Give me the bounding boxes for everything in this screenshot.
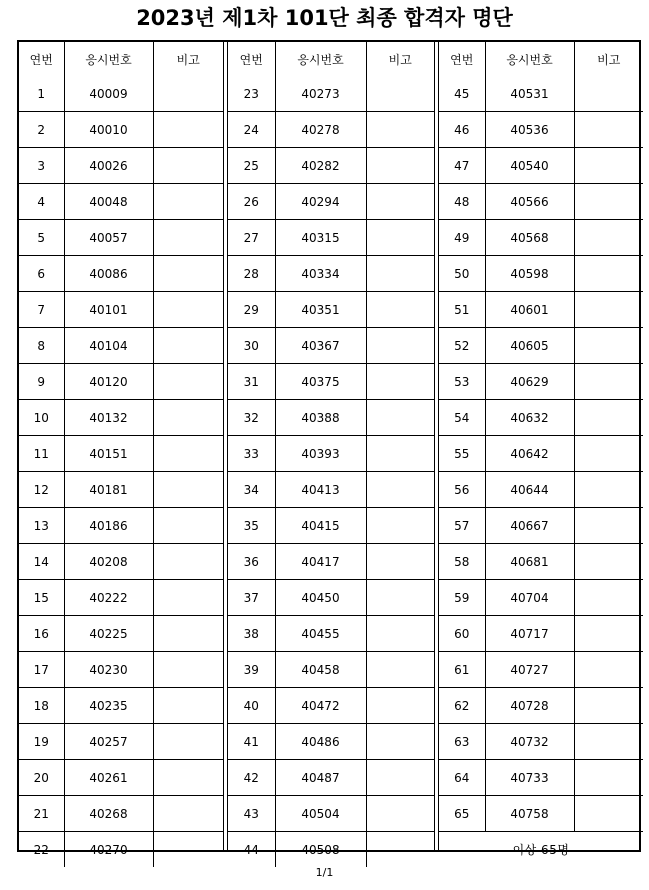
exam-number-cell: 40101	[64, 292, 153, 328]
header-remark: 비고	[574, 42, 643, 76]
exam-number-cell: 40086	[64, 256, 153, 292]
header-remark: 비고	[366, 42, 434, 76]
remark-cell	[366, 832, 434, 868]
remark-cell	[574, 76, 643, 112]
seq-cell: 5	[19, 220, 64, 256]
table-row	[19, 796, 223, 832]
exam-number-cell: 40413	[275, 472, 366, 508]
seq-cell: 10	[19, 400, 64, 436]
remark-cell	[153, 328, 223, 364]
table-row	[228, 436, 434, 472]
seq-cell: 4	[19, 184, 64, 220]
seq-cell: 49	[439, 220, 485, 256]
exam-number-cell: 40566	[485, 184, 574, 220]
remark-cell	[366, 292, 434, 328]
exam-number-cell: 40278	[275, 112, 366, 148]
table-row	[19, 184, 223, 220]
remark-cell	[366, 580, 434, 616]
remark-cell	[366, 184, 434, 220]
table-row	[439, 508, 643, 544]
seq-cell: 58	[439, 544, 485, 580]
table-row	[19, 616, 223, 652]
exam-number-cell: 40181	[64, 472, 153, 508]
remark-cell	[574, 400, 643, 436]
table-row	[228, 724, 434, 760]
remark-cell	[153, 472, 223, 508]
exam-number-cell: 40010	[64, 112, 153, 148]
seq-cell: 42	[228, 760, 275, 796]
remark-cell	[574, 256, 643, 292]
remark-cell	[153, 112, 223, 148]
exam-number-cell: 40642	[485, 436, 574, 472]
table-row	[228, 76, 434, 112]
table-row	[228, 580, 434, 616]
seq-cell: 16	[19, 616, 64, 652]
remark-cell	[153, 220, 223, 256]
remark-cell	[574, 472, 643, 508]
remark-cell	[366, 328, 434, 364]
page-number: 1/1	[315, 866, 334, 879]
exam-number-cell: 40315	[275, 220, 366, 256]
seq-cell: 54	[439, 400, 485, 436]
seq-cell: 59	[439, 580, 485, 616]
exam-number-cell: 40104	[64, 328, 153, 364]
exam-number-cell: 40531	[485, 76, 574, 112]
exam-number-cell: 40132	[64, 400, 153, 436]
remark-cell	[366, 796, 434, 832]
seq-cell: 1	[19, 76, 64, 112]
seq-cell: 50	[439, 256, 485, 292]
remark-cell	[574, 796, 643, 832]
table-row	[439, 580, 643, 616]
exam-number-cell: 40450	[275, 580, 366, 616]
seq-cell: 30	[228, 328, 275, 364]
remark-cell	[366, 256, 434, 292]
seq-cell: 32	[228, 400, 275, 436]
exam-number-cell: 40120	[64, 364, 153, 400]
table-row	[228, 328, 434, 364]
remark-cell	[366, 112, 434, 148]
exam-number-cell: 40273	[275, 76, 366, 112]
table-row	[228, 832, 434, 868]
table-row	[439, 760, 643, 796]
exam-number-cell: 40601	[485, 292, 574, 328]
header-seq: 연번	[228, 42, 275, 76]
remark-cell	[153, 688, 223, 724]
exam-number-cell: 40455	[275, 616, 366, 652]
table-row	[228, 652, 434, 688]
exam-number-cell: 40334	[275, 256, 366, 292]
table-row	[19, 652, 223, 688]
remark-cell	[366, 616, 434, 652]
seq-cell: 31	[228, 364, 275, 400]
exam-number-cell: 40568	[485, 220, 574, 256]
seq-cell: 27	[228, 220, 275, 256]
exam-number-cell: 40417	[275, 544, 366, 580]
table-row	[439, 112, 643, 148]
remark-cell	[574, 724, 643, 760]
exam-number-cell: 40057	[64, 220, 153, 256]
roster-panel-1	[19, 42, 223, 867]
exam-number-cell: 40186	[64, 508, 153, 544]
table-row	[228, 508, 434, 544]
table-row	[439, 544, 643, 580]
seq-cell: 34	[228, 472, 275, 508]
seq-cell: 52	[439, 328, 485, 364]
exam-number-cell: 40540	[485, 148, 574, 184]
remark-cell	[574, 364, 643, 400]
exam-number-cell: 40151	[64, 436, 153, 472]
table-row	[439, 616, 643, 652]
seq-cell: 41	[228, 724, 275, 760]
seq-cell: 55	[439, 436, 485, 472]
roster-panel-2	[228, 42, 434, 867]
table-row	[19, 508, 223, 544]
table-row	[19, 292, 223, 328]
remark-cell	[366, 508, 434, 544]
table-row	[228, 364, 434, 400]
table-row	[19, 724, 223, 760]
remark-cell	[153, 832, 223, 868]
table-row	[439, 364, 643, 400]
exam-number-cell: 40026	[64, 148, 153, 184]
remark-cell	[153, 76, 223, 112]
table-row	[19, 760, 223, 796]
seq-cell: 15	[19, 580, 64, 616]
exam-number-cell: 40536	[485, 112, 574, 148]
table-row	[19, 436, 223, 472]
table-row	[439, 292, 643, 328]
roster-table	[17, 40, 641, 857]
remark-cell	[574, 688, 643, 724]
exam-number-cell: 40257	[64, 724, 153, 760]
header-seq: 연번	[439, 42, 485, 76]
exam-number-cell: 40282	[275, 148, 366, 184]
remark-cell	[153, 616, 223, 652]
remark-cell	[574, 652, 643, 688]
seq-cell: 53	[439, 364, 485, 400]
table-row	[19, 148, 223, 184]
seq-cell: 60	[439, 616, 485, 652]
remark-cell	[366, 688, 434, 724]
exam-number-cell: 40644	[485, 472, 574, 508]
table-row	[19, 328, 223, 364]
table-row	[228, 760, 434, 796]
seq-cell: 51	[439, 292, 485, 328]
table-row	[228, 184, 434, 220]
remark-cell	[153, 652, 223, 688]
exam-number-cell: 40758	[485, 796, 574, 832]
seq-cell: 11	[19, 436, 64, 472]
seq-cell: 63	[439, 724, 485, 760]
remark-cell	[366, 436, 434, 472]
seq-cell: 65	[439, 796, 485, 832]
seq-cell: 39	[228, 652, 275, 688]
exam-number-cell: 40458	[275, 652, 366, 688]
remark-cell	[153, 256, 223, 292]
remark-cell	[574, 112, 643, 148]
seq-cell: 23	[228, 76, 275, 112]
remark-cell	[574, 148, 643, 184]
seq-cell: 48	[439, 184, 485, 220]
remark-cell	[574, 220, 643, 256]
seq-cell: 14	[19, 544, 64, 580]
table-row	[19, 472, 223, 508]
exam-number-cell: 40048	[64, 184, 153, 220]
seq-cell: 61	[439, 652, 485, 688]
seq-cell: 64	[439, 760, 485, 796]
remark-cell	[574, 580, 643, 616]
total-row	[439, 832, 643, 868]
exam-number-cell: 40393	[275, 436, 366, 472]
exam-number-cell: 40009	[64, 76, 153, 112]
remark-cell	[153, 544, 223, 580]
table-row	[439, 436, 643, 472]
seq-cell: 33	[228, 436, 275, 472]
remark-cell	[366, 76, 434, 112]
seq-cell: 20	[19, 760, 64, 796]
remark-cell	[366, 652, 434, 688]
table-row	[19, 76, 223, 112]
exam-number-cell: 40230	[64, 652, 153, 688]
table-row	[228, 472, 434, 508]
remark-cell	[153, 364, 223, 400]
table-row	[19, 400, 223, 436]
remark-cell	[574, 544, 643, 580]
table-row	[228, 148, 434, 184]
table-row	[439, 184, 643, 220]
seq-cell: 9	[19, 364, 64, 400]
exam-number-cell: 40261	[64, 760, 153, 796]
exam-number-cell: 40375	[275, 364, 366, 400]
exam-number-cell: 40717	[485, 616, 574, 652]
remark-cell	[153, 184, 223, 220]
seq-cell: 38	[228, 616, 275, 652]
remark-cell	[366, 148, 434, 184]
seq-cell: 17	[19, 652, 64, 688]
table-row	[439, 328, 643, 364]
remark-cell	[574, 760, 643, 796]
exam-number-cell: 40504	[275, 796, 366, 832]
seq-cell: 26	[228, 184, 275, 220]
table-row	[19, 832, 223, 868]
exam-number-cell: 40632	[485, 400, 574, 436]
table-row	[439, 76, 643, 112]
exam-number-cell: 40598	[485, 256, 574, 292]
seq-cell: 28	[228, 256, 275, 292]
seq-cell: 40	[228, 688, 275, 724]
table-row	[228, 112, 434, 148]
exam-number-cell: 40268	[64, 796, 153, 832]
seq-cell: 62	[439, 688, 485, 724]
seq-cell: 56	[439, 472, 485, 508]
seq-cell: 12	[19, 472, 64, 508]
remark-cell	[574, 184, 643, 220]
header-exam-no: 응시번호	[64, 42, 153, 76]
table-row	[439, 400, 643, 436]
remark-cell	[366, 472, 434, 508]
remark-cell	[153, 400, 223, 436]
exam-number-cell: 40667	[485, 508, 574, 544]
remark-cell	[153, 148, 223, 184]
exam-number-cell: 40367	[275, 328, 366, 364]
exam-number-cell: 40727	[485, 652, 574, 688]
seq-cell: 8	[19, 328, 64, 364]
seq-cell: 35	[228, 508, 275, 544]
seq-cell: 24	[228, 112, 275, 148]
document-title: 2023년 제1차 101단 최종 합격자 명단	[136, 6, 513, 30]
exam-number-cell: 40415	[275, 508, 366, 544]
table-row	[19, 580, 223, 616]
table-row	[228, 292, 434, 328]
table-row	[228, 220, 434, 256]
seq-cell: 46	[439, 112, 485, 148]
table-row	[19, 220, 223, 256]
table-row	[19, 688, 223, 724]
remark-cell	[574, 616, 643, 652]
table-row	[19, 364, 223, 400]
header-exam-no: 응시번호	[485, 42, 574, 76]
exam-number-cell: 40270	[64, 832, 153, 868]
remark-cell	[366, 364, 434, 400]
table-row	[228, 400, 434, 436]
remark-cell	[366, 760, 434, 796]
seq-cell: 7	[19, 292, 64, 328]
remark-cell	[574, 328, 643, 364]
table-row	[439, 256, 643, 292]
exam-number-cell: 40704	[485, 580, 574, 616]
header-seq: 연번	[19, 42, 64, 76]
header-exam-no: 응시번호	[275, 42, 366, 76]
seq-cell: 21	[19, 796, 64, 832]
exam-number-cell: 40472	[275, 688, 366, 724]
seq-cell: 13	[19, 508, 64, 544]
table-row	[439, 688, 643, 724]
exam-number-cell: 40208	[64, 544, 153, 580]
table-row	[228, 616, 434, 652]
remark-cell	[153, 724, 223, 760]
table-row	[439, 796, 643, 832]
remark-cell	[153, 508, 223, 544]
exam-number-cell: 40508	[275, 832, 366, 868]
table-row	[228, 796, 434, 832]
seq-cell: 19	[19, 724, 64, 760]
table-row	[439, 220, 643, 256]
remark-cell	[153, 796, 223, 832]
seq-cell: 43	[228, 796, 275, 832]
seq-cell: 6	[19, 256, 64, 292]
table-row	[19, 256, 223, 292]
remark-cell	[574, 292, 643, 328]
exam-number-cell: 40605	[485, 328, 574, 364]
seq-cell: 37	[228, 580, 275, 616]
seq-cell: 45	[439, 76, 485, 112]
seq-cell: 29	[228, 292, 275, 328]
exam-number-cell: 40351	[275, 292, 366, 328]
seq-cell: 57	[439, 508, 485, 544]
header-remark: 비고	[153, 42, 223, 76]
exam-number-cell: 40629	[485, 364, 574, 400]
remark-cell	[366, 220, 434, 256]
table-row	[228, 688, 434, 724]
remark-cell	[366, 724, 434, 760]
remark-cell	[153, 580, 223, 616]
remark-cell	[366, 400, 434, 436]
table-row	[439, 652, 643, 688]
seq-cell: 25	[228, 148, 275, 184]
exam-number-cell: 40733	[485, 760, 574, 796]
seq-cell: 18	[19, 688, 64, 724]
remark-cell	[366, 544, 434, 580]
seq-cell: 44	[228, 832, 275, 868]
table-row	[228, 256, 434, 292]
exam-number-cell: 40486	[275, 724, 366, 760]
table-row	[228, 544, 434, 580]
table-row	[439, 148, 643, 184]
table-row	[439, 724, 643, 760]
seq-cell: 2	[19, 112, 64, 148]
seq-cell: 47	[439, 148, 485, 184]
remark-cell	[574, 436, 643, 472]
table-row	[439, 472, 643, 508]
seq-cell: 22	[19, 832, 64, 868]
remark-cell	[153, 436, 223, 472]
exam-number-cell: 40732	[485, 724, 574, 760]
table-row	[19, 112, 223, 148]
remark-cell	[153, 760, 223, 796]
remark-cell	[153, 292, 223, 328]
total-count-note: 이상 65명	[439, 832, 643, 868]
exam-number-cell: 40294	[275, 184, 366, 220]
table-row	[19, 544, 223, 580]
exam-number-cell: 40728	[485, 688, 574, 724]
remark-cell	[574, 508, 643, 544]
exam-number-cell: 40487	[275, 760, 366, 796]
seq-cell: 36	[228, 544, 275, 580]
exam-number-cell: 40681	[485, 544, 574, 580]
exam-number-cell: 40388	[275, 400, 366, 436]
roster-panel-3	[439, 42, 643, 867]
exam-number-cell: 40222	[64, 580, 153, 616]
exam-number-cell: 40235	[64, 688, 153, 724]
seq-cell: 3	[19, 148, 64, 184]
exam-number-cell: 40225	[64, 616, 153, 652]
